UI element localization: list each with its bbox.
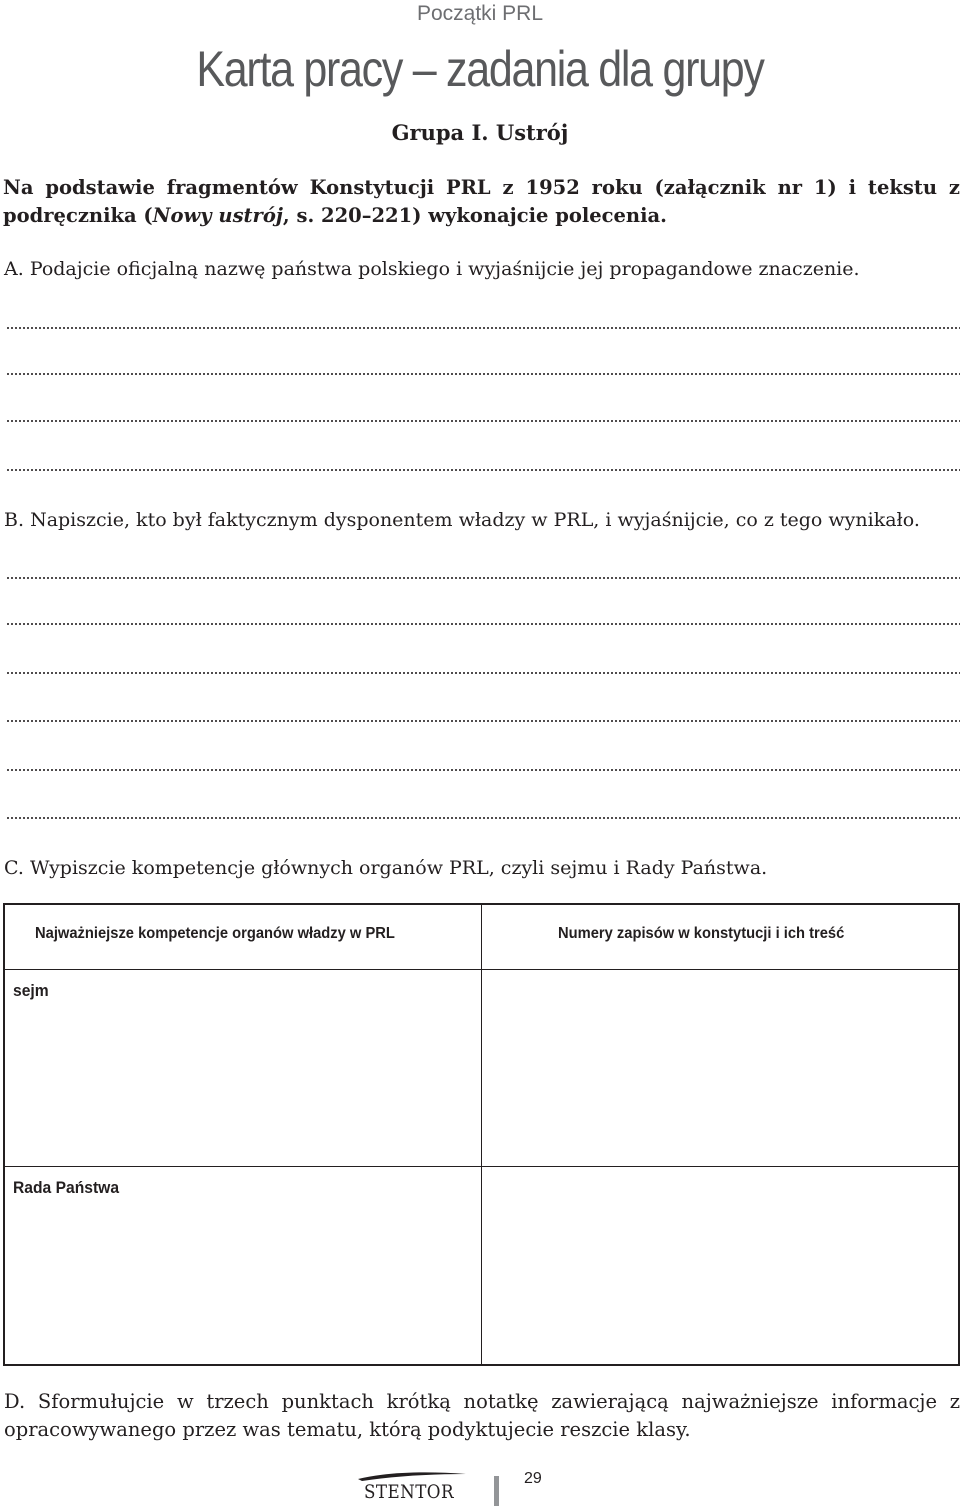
publisher-logo — [356, 1470, 468, 1506]
task-d-letter: D. — [4, 1390, 26, 1413]
page-title: Karta pracy – zadania dla grupy — [196, 41, 764, 97]
group-title: Grupa I. Ustrój — [391, 120, 569, 145]
task-b — [4, 507, 960, 534]
answer-line-b-6[interactable] — [6, 816, 960, 820]
row-label-sejm: sejm — [13, 981, 49, 1000]
table-header-constitution: Numery zapisów w konstytucji i ich treść — [558, 925, 845, 942]
cell-rada-competencies[interactable] — [6, 1168, 480, 1363]
task-a-letter: A. — [4, 258, 24, 280]
task-a — [4, 256, 960, 283]
task-c-letter: C. — [4, 857, 24, 879]
intro-text-end: , s. 220–221) wykonajcie polecenia. — [282, 204, 667, 227]
task-a-text: Podajcie oficjalną nazwę państwa polskiego i wyjaśnijcie jej propagandowe znaczenie. — [29, 258, 860, 280]
answer-line-b-4[interactable] — [6, 719, 960, 723]
page-number: 29 — [524, 1470, 542, 1487]
answer-line-b-3[interactable] — [6, 671, 960, 675]
task-d — [4, 1388, 960, 1444]
answer-line-b-5[interactable] — [6, 768, 960, 772]
intro-instruction — [3, 174, 960, 230]
textbook-title: Nowy ustrój — [152, 204, 283, 227]
answer-line-b-2[interactable] — [6, 622, 960, 626]
answer-line-a-1[interactable] — [6, 326, 960, 330]
intro-text-start: Na podstawie fragmentów Konstytucji PRL z 1952 roku (załącznik nr 1) i tekstu z podręcznika ( — [3, 176, 960, 227]
cell-rada-constitution[interactable] — [483, 1168, 957, 1363]
footer-divider-bar — [494, 1476, 499, 1506]
publisher-name: STENTOR — [364, 1481, 454, 1503]
section-header: Początki PRL — [416, 2, 544, 25]
row-label-rada-panstwa: Rada Państwa — [13, 1178, 120, 1197]
table-header-competencies: Najważniejsze kompetencje organów władzy w PRL — [35, 925, 395, 942]
cell-sejm-competencies[interactable] — [6, 971, 480, 1165]
answer-line-a-4[interactable] — [6, 468, 960, 472]
table-border-left — [3, 903, 5, 1366]
cell-sejm-constitution[interactable] — [483, 971, 957, 1165]
answer-line-b-1[interactable] — [6, 576, 960, 580]
task-c-text: Wypiszcie kompetencje głównych organów PRL, czyli sejmu i Rady Państwa. — [29, 857, 768, 879]
task-c — [4, 855, 960, 882]
task-d-text: Sformułujcie w trzech punktach krótką notatkę zawierającą najważniejsze informacje z opracowywanego przez was tematu, którą podyktujecie reszcie klasy. — [4, 1390, 960, 1441]
competencies-table — [3, 903, 960, 1366]
answer-line-a-2[interactable] — [6, 372, 960, 376]
task-b-letter: B. — [4, 509, 25, 531]
task-b-text: Napiszcie, kto był faktycznym dysponentem władzy w PRL, i wyjaśnijcie, co z tego wynikało. — [30, 509, 920, 531]
table-column-divider — [481, 903, 482, 1366]
answer-line-a-3[interactable] — [6, 419, 960, 423]
